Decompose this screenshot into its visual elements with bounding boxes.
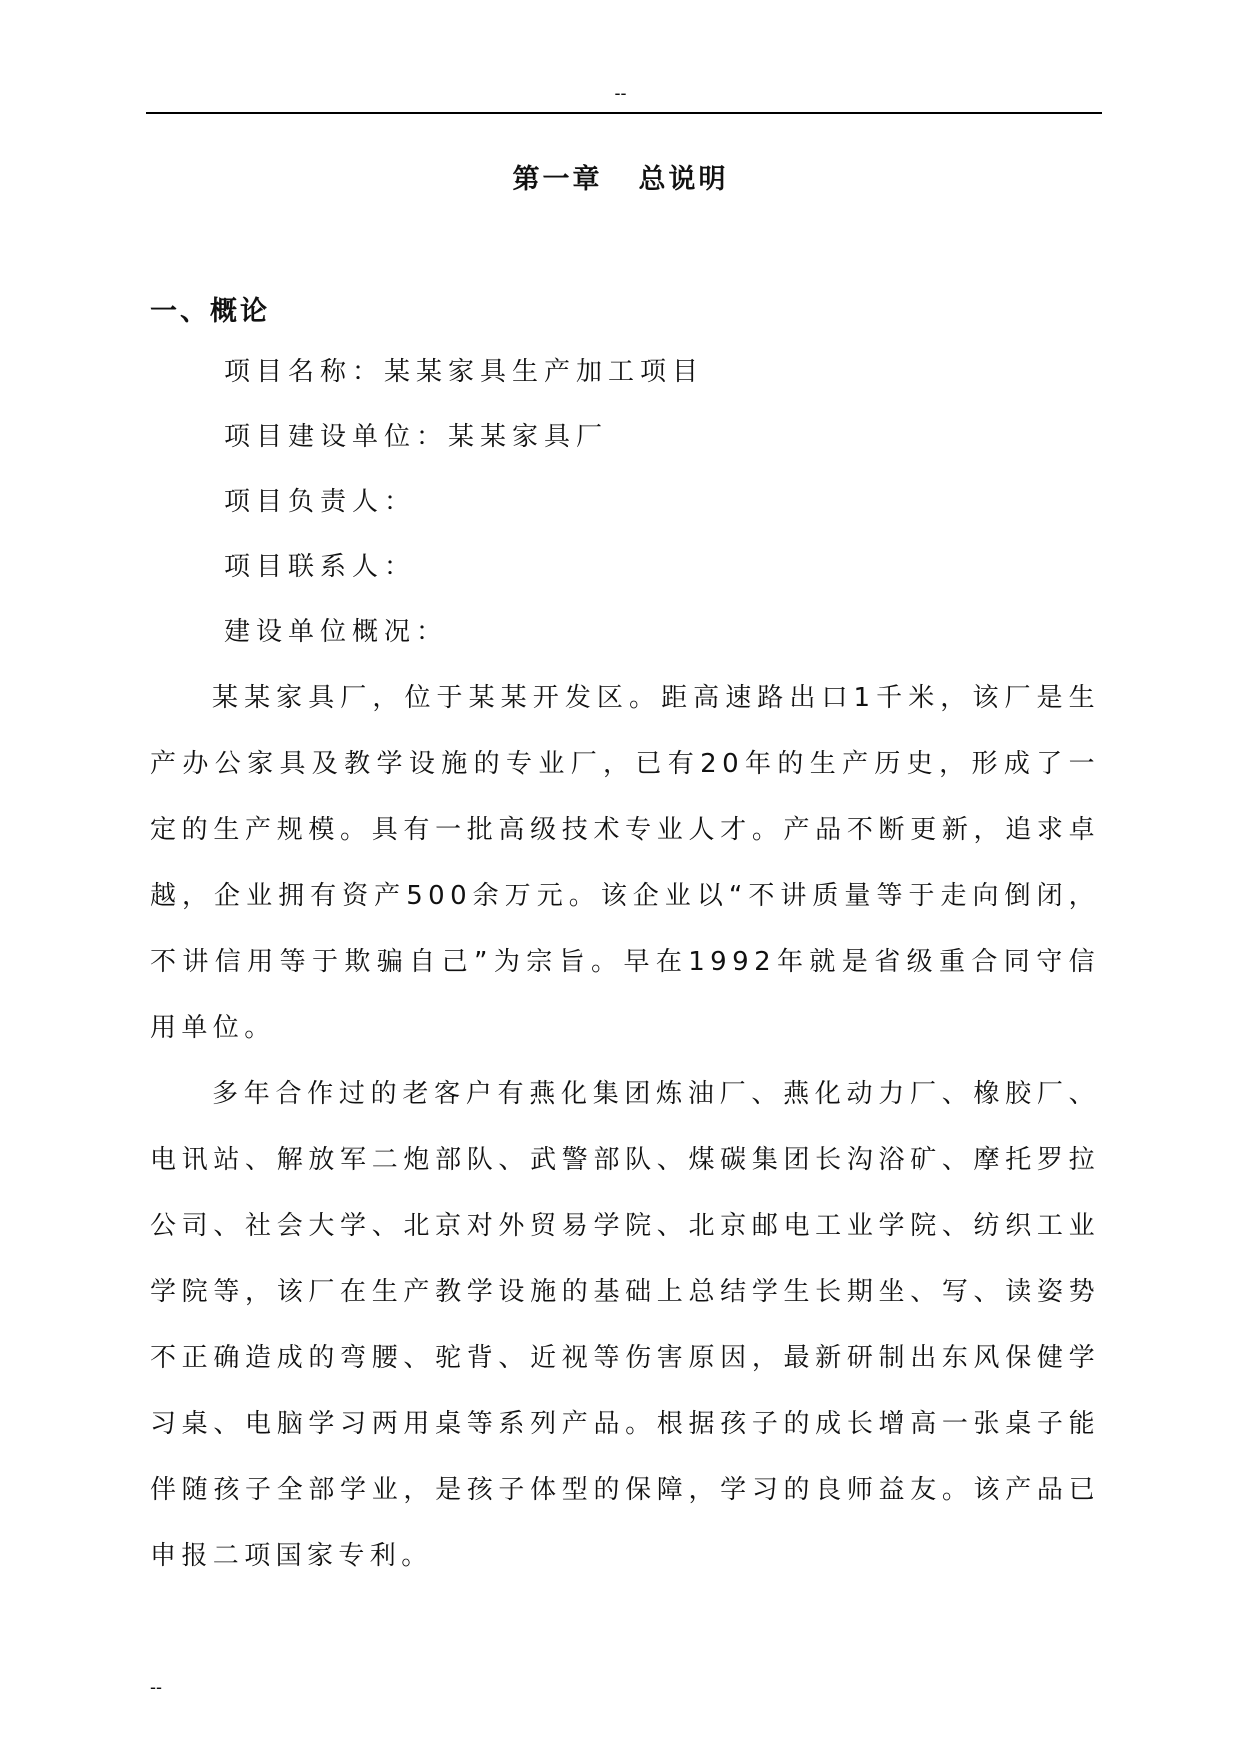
header-divider <box>146 112 1102 114</box>
project-name-line: 项目名称：某某家具生产加工项目 <box>224 357 705 387</box>
page-header-mark: -- <box>614 83 627 103</box>
chapter-name: 总说明 <box>638 164 729 195</box>
project-manager-line: 项目负责人： <box>224 487 417 517</box>
section-heading: 一、概论 <box>150 296 270 327</box>
clients-products-paragraph: 多年合作过的老客户有燕化集团炼油厂、燕化动力厂、橡胶厂、电讯站、解放军二炮部队、武警部队、煤碳集团长沟浴矿、摩托罗拉公司、社会大学、北京对外贸易学院、北京邮电工业学院、纺织工业学院等，该厂在生产教学设施的基础上总结学生长期坐、写、读姿势不正确造成的弯腰、驼背、近视等伤害原因，最新研制出东风保健学习桌、电脑学习两用桌等系列产品。根据孩子的成长增高一张桌子能伴随孩子全部学业，是孩子体型的保障，学习的良师益友。该产品已申报二项国家专利。 <box>150 1079 1100 1571</box>
project-contact-line: 项目联系人： <box>224 552 417 582</box>
project-builder-line: 项目建设单位：某某家具厂 <box>224 422 609 452</box>
page-footer-mark: -- <box>150 1677 162 1697</box>
company-profile-paragraph: 某某家具厂，位于某某开发区。距高速路出口1千米，该厂是生产办公家具及教学设施的专业厂，已有20年的生产历史，形成了一定的生产规模。具有一批高级技术专业人才。产品不断更新，追求卓越，企业拥有资产500余万元。该企业以“不讲质量等于走向倒闭，不讲信用等于欺骗自己”为宗旨。早在1992年就是省级重合同守信用单位。 <box>150 683 1100 1043</box>
chapter-title <box>0 160 1241 200</box>
builder-overview-label: 建设单位概况： <box>224 617 449 647</box>
chapter-number: 第一章 <box>512 164 603 195</box>
